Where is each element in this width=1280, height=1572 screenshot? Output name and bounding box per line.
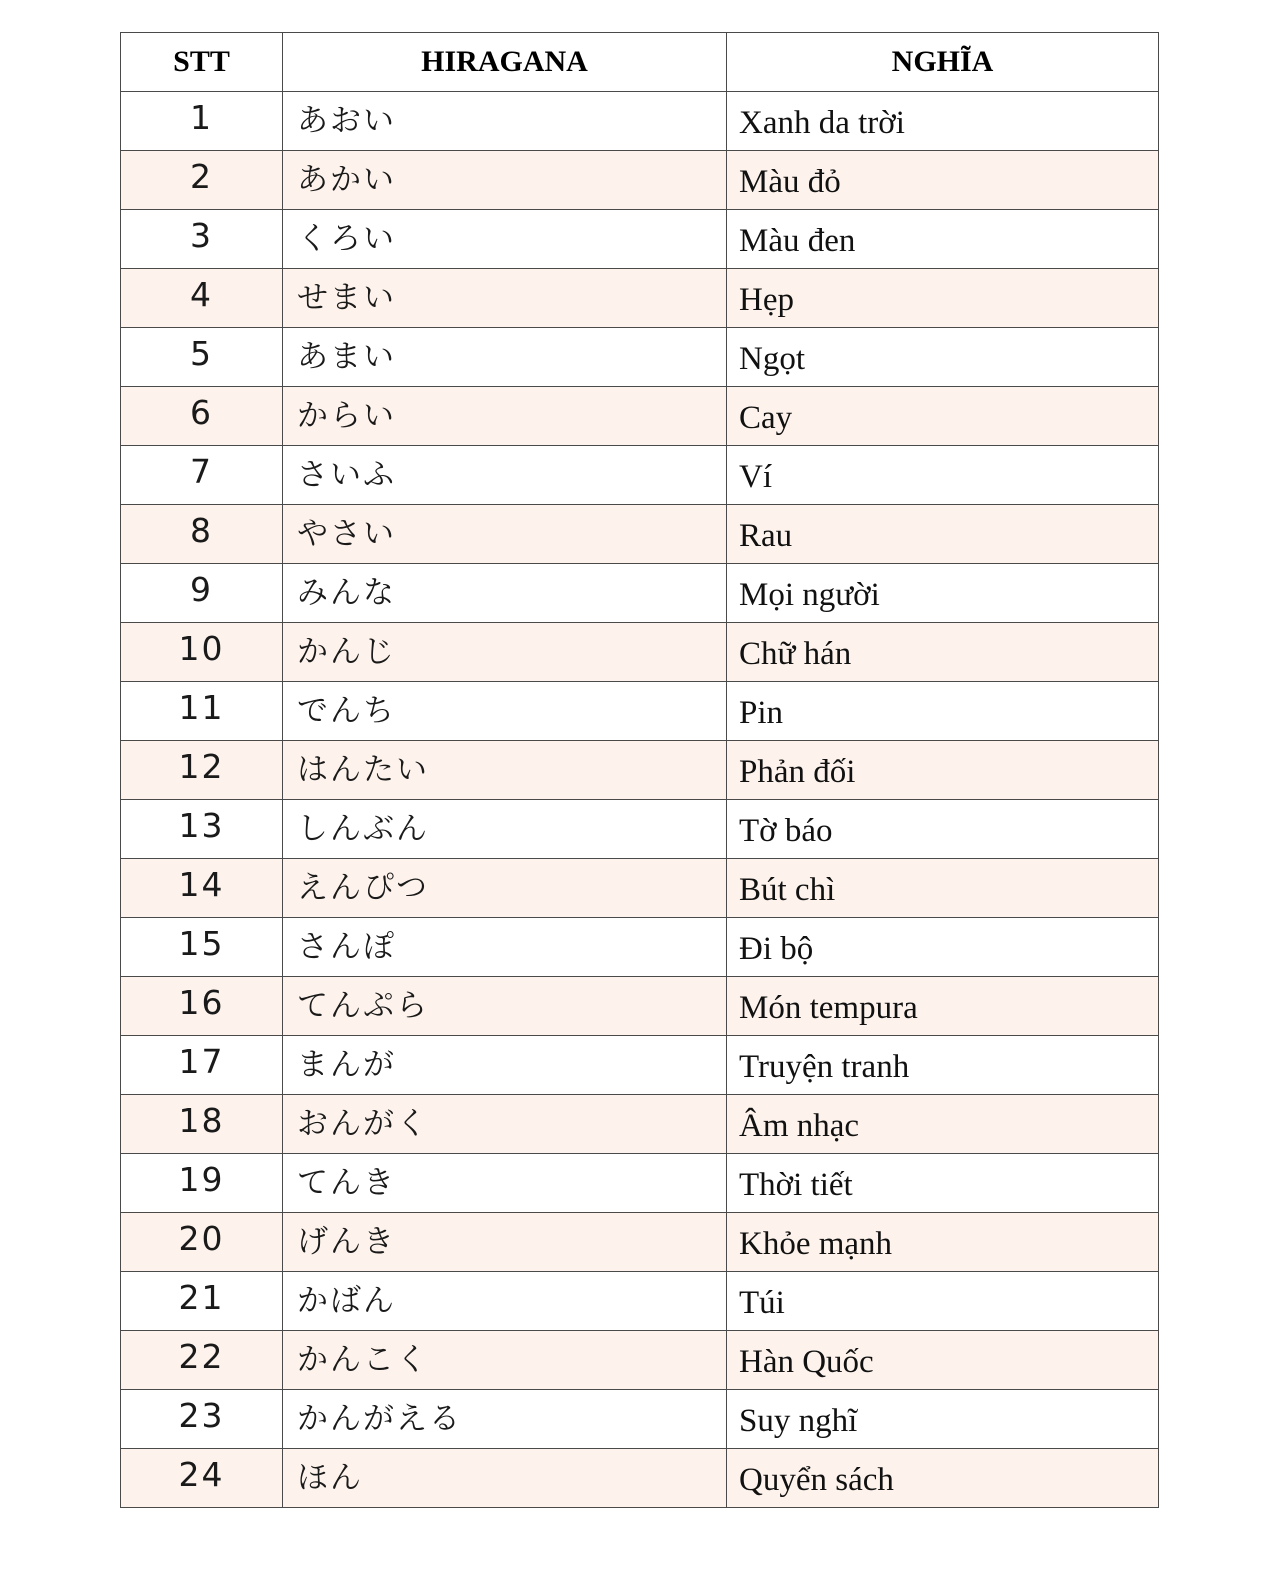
cell-hiragana: てんき: [283, 1154, 727, 1213]
table-row: [121, 741, 1159, 800]
cell-stt: 24: [121, 1449, 283, 1508]
cell-nghia: Thời tiết: [727, 1154, 1159, 1213]
cell-hiragana: あまい: [283, 328, 727, 387]
cell-hiragana: かんじ: [283, 623, 727, 682]
cell-nghia: Ví: [727, 446, 1159, 505]
table-row: [121, 682, 1159, 741]
table-row: [121, 269, 1159, 328]
cell-stt: 12: [121, 741, 283, 800]
cell-stt: 13: [121, 800, 283, 859]
header-row: [121, 33, 1159, 92]
cell-nghia: Rau: [727, 505, 1159, 564]
table-row: [121, 1449, 1159, 1508]
cell-nghia: Bút chì: [727, 859, 1159, 918]
cell-nghia: Màu đen: [727, 210, 1159, 269]
table-body: [121, 92, 1159, 1508]
cell-stt: 16: [121, 977, 283, 1036]
table-row: [121, 1331, 1159, 1390]
cell-stt: 4: [121, 269, 283, 328]
table-row: [121, 800, 1159, 859]
cell-stt: 2: [121, 151, 283, 210]
cell-stt: 6: [121, 387, 283, 446]
cell-stt: 19: [121, 1154, 283, 1213]
cell-nghia: Ngọt: [727, 328, 1159, 387]
cell-nghia: Cay: [727, 387, 1159, 446]
cell-stt: 18: [121, 1095, 283, 1154]
cell-nghia: Quyển sách: [727, 1449, 1159, 1508]
cell-hiragana: あかい: [283, 151, 727, 210]
cell-stt: 10: [121, 623, 283, 682]
cell-hiragana: げんき: [283, 1213, 727, 1272]
vocabulary-table: [120, 32, 1159, 1508]
cell-stt: 3: [121, 210, 283, 269]
header-stt: STT: [121, 33, 283, 92]
table-row: [121, 1213, 1159, 1272]
cell-hiragana: かんがえる: [283, 1390, 727, 1449]
table-row: [121, 92, 1159, 151]
header-hiragana: HIRAGANA: [283, 33, 727, 92]
table-row: [121, 387, 1159, 446]
table-row: [121, 1154, 1159, 1213]
cell-stt: 1: [121, 92, 283, 151]
cell-stt: 15: [121, 918, 283, 977]
cell-hiragana: せまい: [283, 269, 727, 328]
table-header: [121, 33, 1159, 92]
cell-nghia: Hàn Quốc: [727, 1331, 1159, 1390]
table-row: [121, 1272, 1159, 1331]
cell-nghia: Món tempura: [727, 977, 1159, 1036]
table-row: [121, 564, 1159, 623]
cell-nghia: Mọi người: [727, 564, 1159, 623]
cell-nghia: Truyện tranh: [727, 1036, 1159, 1095]
cell-nghia: Chữ hán: [727, 623, 1159, 682]
cell-nghia: Đi bộ: [727, 918, 1159, 977]
header-nghia: NGHĨA: [727, 33, 1159, 92]
table-row: [121, 210, 1159, 269]
cell-hiragana: からい: [283, 387, 727, 446]
cell-hiragana: さいふ: [283, 446, 727, 505]
cell-hiragana: はんたい: [283, 741, 727, 800]
cell-hiragana: やさい: [283, 505, 727, 564]
cell-stt: 17: [121, 1036, 283, 1095]
cell-stt: 9: [121, 564, 283, 623]
cell-hiragana: しんぶん: [283, 800, 727, 859]
cell-hiragana: かんこく: [283, 1331, 727, 1390]
cell-nghia: Túi: [727, 1272, 1159, 1331]
cell-stt: 7: [121, 446, 283, 505]
cell-hiragana: さんぽ: [283, 918, 727, 977]
cell-stt: 21: [121, 1272, 283, 1331]
cell-nghia: Suy nghĩ: [727, 1390, 1159, 1449]
cell-nghia: Pin: [727, 682, 1159, 741]
cell-stt: 23: [121, 1390, 283, 1449]
table-row: [121, 151, 1159, 210]
cell-hiragana: ほん: [283, 1449, 727, 1508]
cell-stt: 20: [121, 1213, 283, 1272]
table-row: [121, 1036, 1159, 1095]
table-row: [121, 918, 1159, 977]
cell-hiragana: くろい: [283, 210, 727, 269]
cell-stt: 11: [121, 682, 283, 741]
cell-nghia: Phản đối: [727, 741, 1159, 800]
cell-hiragana: まんが: [283, 1036, 727, 1095]
cell-hiragana: てんぷら: [283, 977, 727, 1036]
cell-nghia: Khỏe mạnh: [727, 1213, 1159, 1272]
cell-stt: 8: [121, 505, 283, 564]
cell-hiragana: かばん: [283, 1272, 727, 1331]
table-row: [121, 1390, 1159, 1449]
table-row: [121, 446, 1159, 505]
cell-nghia: Xanh da trời: [727, 92, 1159, 151]
table-row: [121, 328, 1159, 387]
cell-nghia: Hẹp: [727, 269, 1159, 328]
cell-stt: 5: [121, 328, 283, 387]
cell-stt: 14: [121, 859, 283, 918]
cell-hiragana: みんな: [283, 564, 727, 623]
table-row: [121, 623, 1159, 682]
table-row: [121, 505, 1159, 564]
cell-hiragana: あおい: [283, 92, 727, 151]
cell-hiragana: でんち: [283, 682, 727, 741]
table-row: [121, 859, 1159, 918]
table-row: [121, 977, 1159, 1036]
cell-hiragana: えんぴつ: [283, 859, 727, 918]
table-row: [121, 1095, 1159, 1154]
cell-nghia: Màu đỏ: [727, 151, 1159, 210]
cell-nghia: Tờ báo: [727, 800, 1159, 859]
cell-nghia: Âm nhạc: [727, 1095, 1159, 1154]
cell-stt: 22: [121, 1331, 283, 1390]
cell-hiragana: おんがく: [283, 1095, 727, 1154]
